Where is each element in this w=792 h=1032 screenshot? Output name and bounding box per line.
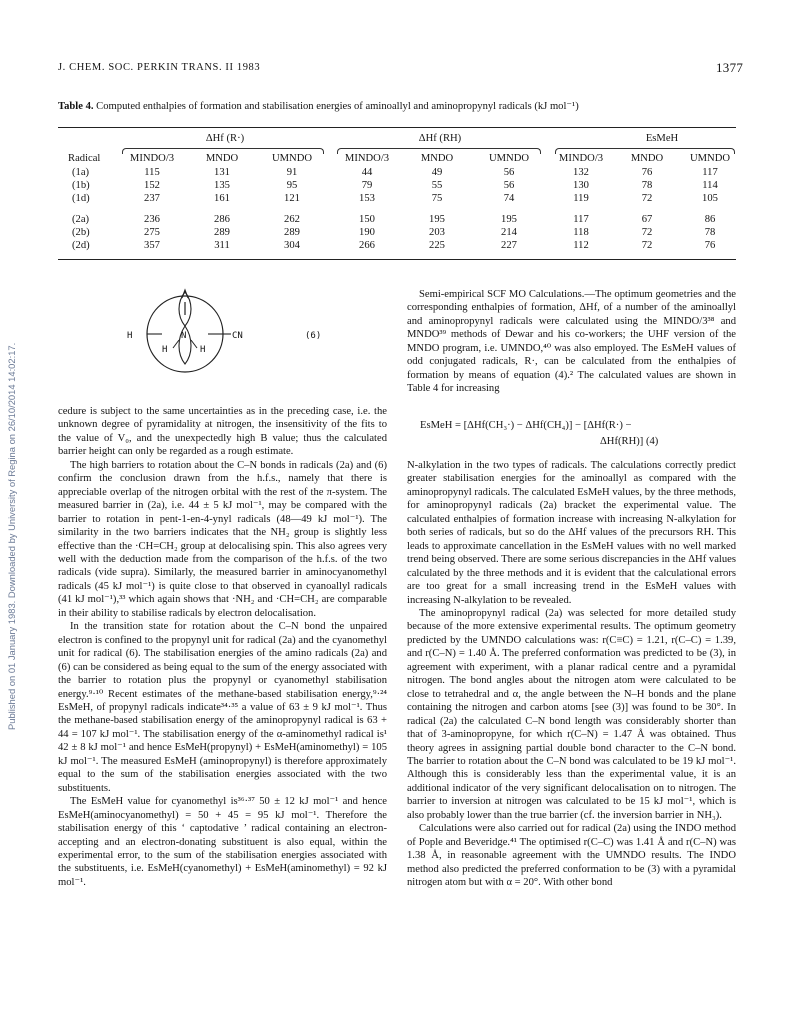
table-cell: 119 xyxy=(573,193,589,204)
table-cell: 289 xyxy=(214,227,230,238)
table-column-header: MINDO/3 xyxy=(129,153,175,164)
table-cell: 121 xyxy=(284,193,300,204)
table-cell: 262 xyxy=(284,214,300,225)
table-cell: 72 xyxy=(641,240,653,251)
table-cell: 112 xyxy=(573,240,589,251)
table-cell: 79 xyxy=(361,180,373,191)
paragraph: The EsMeH value for cyanomethyl is³⁶·³⁷ 50 ± 12 kJ mol⁻¹ and hence EsMeH(aminocyanomethyl) = 50 + 45 = 95 kJ mol⁻¹. Therefore the stabilisation energy of this ‘ captodative ’ radical containing an electron-accepting and an electron-donating substituent is also equal, within the experimental error, to the sum of the stabilisation energies associated with the substituents, i.e. EsMeH(cyanomethyl) + EsMeH(aminomethyl) = 92 kJ mol⁻¹. xyxy=(58,796,388,888)
table-cell: 56 xyxy=(503,180,515,191)
table-column-header: MNDO xyxy=(420,153,454,164)
table-cell: (2d) xyxy=(72,240,90,251)
table-cell: 304 xyxy=(284,240,300,251)
table-cell: 131 xyxy=(214,167,230,178)
paragraph: The aminopropynyl radical (2a) was selected for more detailed study because of the more extensive experimental results. The optimum geometry predicted by the UMNDO calculations was: r(C≡C) = 1.21, r(C–C) = 1.39, and r(C–N) = 1.40 Å. The preferred conformation was predicted to be (3), in agreement with experiment, with a planar radical centre and a pyramidal nitrogen. The bond angles about the nitrogen atom were calculated to be close to tetrahedral and α, the angle between the N–H bonds and the plane containing the nitrogen and carbon atoms [see (3)] was found to be 30°. In radical (2a) the calculated C–N bond length was considerably shorter than that of 3-aminopropyne, for which r(C–N) = 1.47 Å was obtained. Thus theory agrees in assigning partial double bond character to the C–N bond. The barrier to rotation about the C–N bond was calculated to be 19 kJ mol⁻¹. Although this is considerably less than the experimental value, it is an additional indicator of the very significant delocalisation on to nitrogen. The barrier to inversion at nitrogen was calculated to be 15 kJ mol⁻¹, which is also probably lower than the true barrier (cf. the inversion barrier in NH₃). xyxy=(407,607,736,821)
running-head: J. CHEM. SOC. PERKIN TRANS. II 1983 xyxy=(58,62,261,73)
table-cell: 227 xyxy=(501,240,517,251)
table-cell: (1a) xyxy=(72,167,90,178)
table-cell: 135 xyxy=(214,180,230,191)
table-cell: 161 xyxy=(214,193,230,204)
table-cell: 74 xyxy=(503,193,515,204)
table-cell: 190 xyxy=(359,227,375,238)
table-cell: 214 xyxy=(501,227,517,238)
table-cell: 275 xyxy=(144,227,160,238)
group-header-hf-radical: ΔHf (R·) xyxy=(205,133,245,144)
table-cell: 76 xyxy=(704,240,716,251)
table-cell: 195 xyxy=(501,214,517,225)
page-number: 1377 xyxy=(716,60,744,75)
table-column-header: MINDO/3 xyxy=(344,153,390,164)
table-column-header: MINDO/3 xyxy=(558,153,604,164)
table-cell: 114 xyxy=(702,180,718,191)
table-cell: 105 xyxy=(702,193,718,204)
table-cell: (2a) xyxy=(72,214,90,225)
table-cell: 49 xyxy=(431,167,443,178)
table-cell: 78 xyxy=(704,227,716,238)
table-cell: 152 xyxy=(144,180,160,191)
table-cell: 203 xyxy=(429,227,445,238)
table-caption xyxy=(58,100,748,112)
table-cell: 56 xyxy=(503,167,515,178)
structure-cn: CN xyxy=(232,331,243,341)
table-cell: 289 xyxy=(284,227,300,238)
left-column xyxy=(58,405,387,889)
table-cell: 225 xyxy=(429,240,445,251)
table-cell: 311 xyxy=(214,240,230,251)
table-cell: (1b) xyxy=(72,180,90,191)
table-column-header: MNDO xyxy=(630,153,664,164)
table-cell: 236 xyxy=(144,214,160,225)
structure-6-diagram xyxy=(135,282,395,402)
group-header-es: EsMeH xyxy=(645,133,679,144)
paragraph: N-alkylation in the two types of radicals. The calculations correctly predict greater stabilisation energies for the aminoallyl as compared with the aminopropynyl radicals. The calculated EsMeH values, by the three methods, for aminopropynyl radicals (2a) bracket the experimental value. The calculated enthalpies of formation increase with increasing N-alkylation for both series of radicals, but so do the ΔHf values of the precursors RH. This leads to approximate cancellation in the EsMeH values with no well marked trend being observed. There are some serious discrepancies in the ΔHf values calculated by the three methods and it is evident that the calculational errors are too great for a small increasing trend in the EsMeH values with increasing N-alkylation to be revealed. xyxy=(407,460,736,606)
table-column-header: UMNDO xyxy=(488,153,530,164)
structure-number: (6) xyxy=(305,331,322,341)
table-column-header: Radical xyxy=(68,153,101,164)
table-cell: 72 xyxy=(641,193,653,204)
table-column-header: UMNDO xyxy=(689,153,731,164)
paragraph: cedure is subject to the same uncertainties as in the preceding case, i.e. the unknown degree of pyramidality at nitrogen, the insensitivity of the fits to the value of V₀, and the unexpectedly high B value; thus the calculated barrier height can only be regarded as a rough estimate. xyxy=(58,406,387,458)
table-cell: 357 xyxy=(144,240,160,251)
paragraph: The high barriers to rotation about the C–N bonds in radicals (2a) and (6) confirm the conclusion drawn from the h.f.s., namely that there is appreciable overlap of the nitrogen orbital with the rest of the π-system. The measured barrier in (2a), i.e. 44 ± 5 kJ mol⁻¹, may be compared with the barrier to rotation in pent-1-en-4-ynyl radicals (48—49 kJ mol⁻¹). The similarity in the two barriers indicates that the NH₂ group is slightly less effective than the ·CH=CH₂ group at delocalising spin. This also agrees very well with the deduction made from the comparison of the h.f.s. of the two radicals (vide supra). Similarly, the measured barrier in aminocyanomethyl radicals (45 kJ mol⁻¹) is quite close to that observed in cyanoallyl radicals (41 kJ mol⁻¹),³³ which again shows that ·NH₂ and ·CH=CH₂ are comparable in their ability to stabilise radicals by electron delocalisation. xyxy=(58,459,387,619)
table-cell: 91 xyxy=(286,167,298,178)
table-cell: 75 xyxy=(431,193,443,204)
table-caption-text: Computed enthalpies of formation and stabilisation energies of aminoallyl and aminopropynyl radicals (kJ mol⁻¹) xyxy=(93,101,579,112)
structure-h1: H xyxy=(162,345,168,355)
table-cell: 95 xyxy=(286,180,298,191)
table-cell: 117 xyxy=(702,167,718,178)
table-cell: 86 xyxy=(704,214,716,225)
table-cell: 118 xyxy=(573,227,589,238)
table-cell: 44 xyxy=(361,167,373,178)
structure-h-left: H xyxy=(127,331,133,341)
table-cell: 76 xyxy=(641,167,653,178)
right-column-bottom xyxy=(407,459,736,890)
table-column-header: UMNDO xyxy=(271,153,313,164)
download-watermark: Published on 01 January 1983. Downloaded by University of Regina on 26/10/2014 14:02:17. xyxy=(6,342,17,730)
table-cell: 153 xyxy=(359,193,375,204)
right-column-top xyxy=(407,288,736,396)
table-cell: 72 xyxy=(641,227,653,238)
group-header-hf-rh: ΔHf (RH) xyxy=(418,133,462,144)
table-cell: 117 xyxy=(573,214,589,225)
table-cell: 78 xyxy=(641,180,653,191)
table-cell: 67 xyxy=(641,214,653,225)
table-cell: 130 xyxy=(573,180,589,191)
table-cell: 55 xyxy=(431,180,443,191)
equation-4-line2: ΔHf(RH)] (4) xyxy=(600,436,659,447)
structure-n: N xyxy=(181,331,187,341)
table-cell: 132 xyxy=(573,167,589,178)
table-caption-label: Table 4. xyxy=(58,101,94,112)
table-cell: 150 xyxy=(359,214,375,225)
table-cell: 286 xyxy=(214,214,230,225)
table-cell: 115 xyxy=(144,167,160,178)
table-column-header: MNDO xyxy=(205,153,239,164)
table-cell: (2b) xyxy=(72,227,90,238)
table-cell: 237 xyxy=(144,193,160,204)
equation-4-line1: EsMeH = [ΔHf(CH₃·) − ΔHf(CH₄)] − [ΔHf(R·) − xyxy=(420,420,632,431)
table-top-rule xyxy=(58,127,736,128)
table-cell: (1d) xyxy=(72,193,90,204)
table-cell: 266 xyxy=(359,240,375,251)
structure-h2: H xyxy=(200,345,206,355)
paragraph: Calculations were also carried out for radical (2a) using the INDO method of Pople and Beveridge.⁴¹ The optimised r(C–C) was 1.41 Å and r(C–N) was 1.38 Å, in reasonable agreement with the UMNDO results. The INDO method also predicted the preferred conformation to be (3) with a pyramidal nitrogen atom but with α = 20°. With other bond xyxy=(407,823,736,889)
paragraph: In the transition state for rotation about the C–N bond the unpaired electron is confined to the propynyl unit for radical (2a) and the cyanomethyl unit for radical (6). The stabilisation energies of the amino radicals (2a) and (6) can be considered as being equal to the sum of the energy associated with the barrier to rotation plus the propynyl or cyanomethyl stabilisation energy.⁹·¹⁰ Recent estimates of the methane-based stabilisation energy,⁹·²⁴ EsMeH, of propynyl radicals indicate³⁴·³⁵ a value of 63 ± 9 kJ mol⁻¹. Thus the methane-based stabilisation energy of the aminopropynyl radical is 63 + 44 = 107 kJ mol⁻¹. The stabilisation energy of the α-aminomethyl radical is¹ 42 ± 8 kJ mol⁻¹ and hence EsMeH(propynyl) + EsMeH(aminomethyl) = 105 kJ mol⁻¹. The measured EsMeH (aminopropynyl) is therefore approximately equal to the sum of the stabilisation energies associated with the two substituents. xyxy=(58,621,387,794)
table-bottom-rule xyxy=(58,259,736,260)
table-cell: 195 xyxy=(429,214,445,225)
paragraph: Semi-empirical SCF MO Calculations.—The optimum geometries and the corresponding enthalpies of formation, ΔHf, of a number of the aminoallyl and aminopropynyl radicals were calculated using the MINDO/3³⁸ and MNDO³⁹ methods of Dewar and his co-workers; the UHF version of the MNDO program, i.e. UMNDO,⁴⁰ was also employed. The EsMeH values of odd conjugated radicals, R·, can be calculated from the enthalpies of formation by means of equation (4).² The calculated values are shown in Table 4 for increasing xyxy=(407,289,736,395)
